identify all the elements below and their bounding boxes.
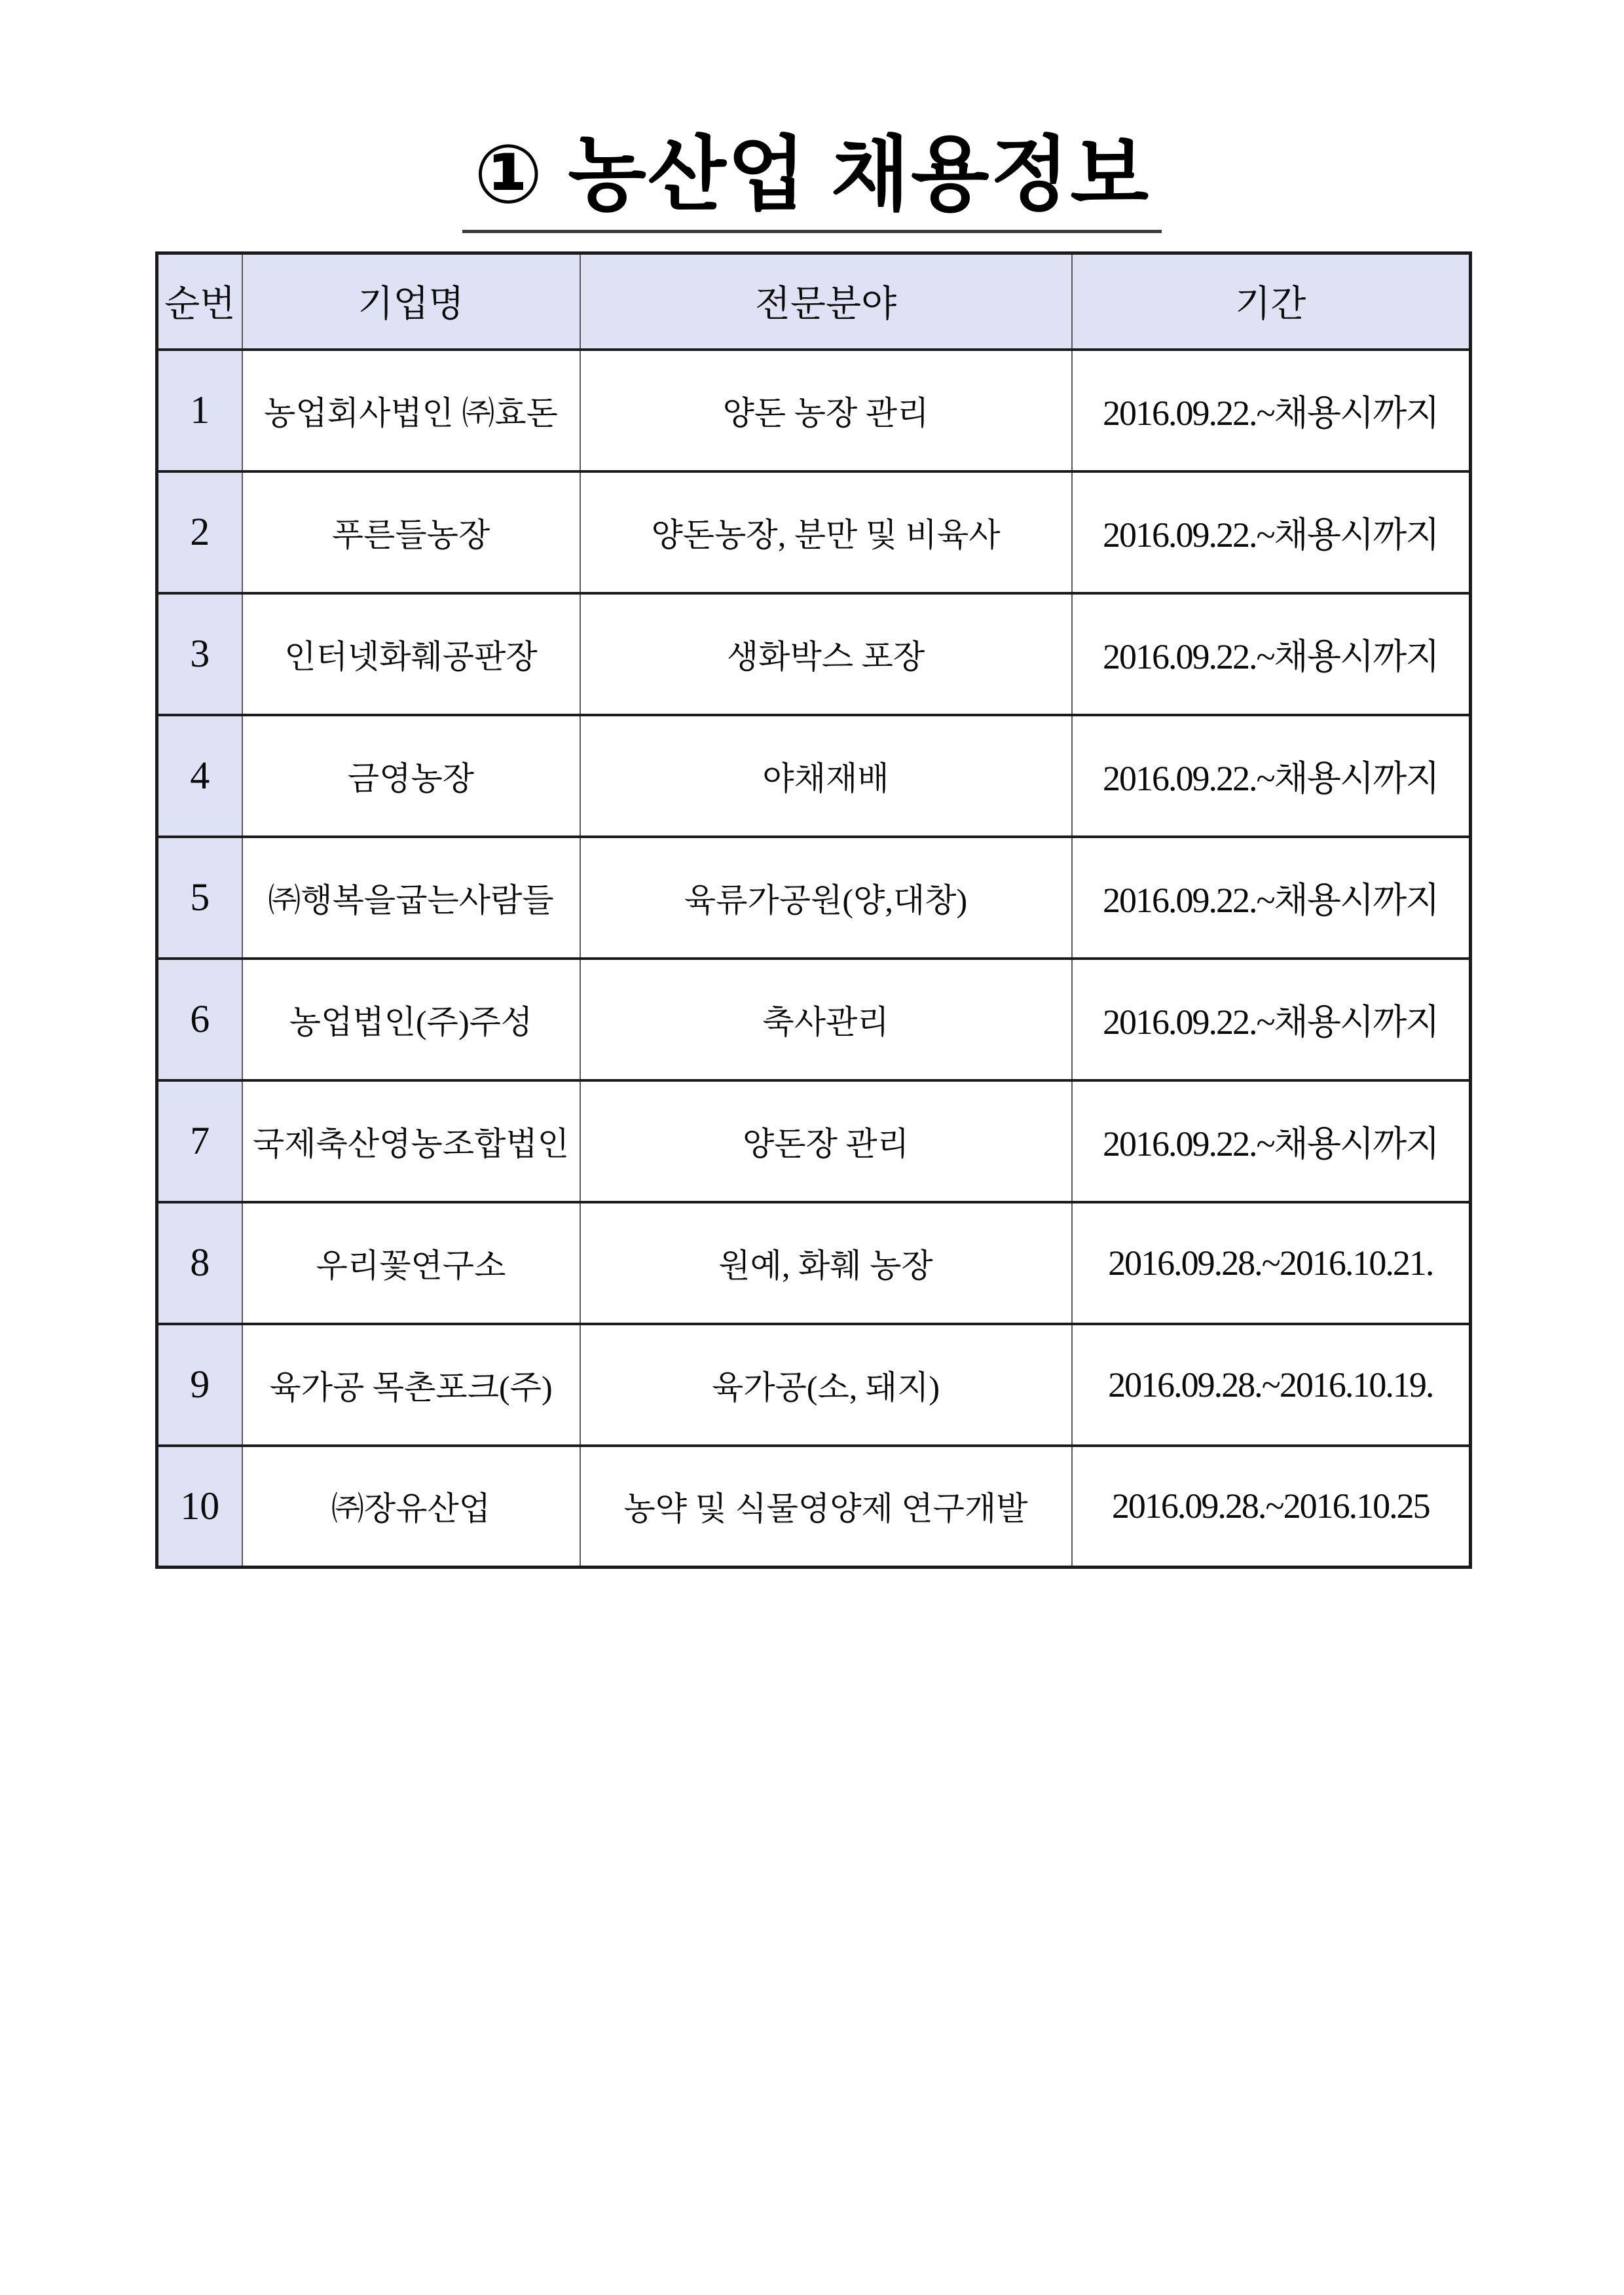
cell-field: 원예, 화훼 농장 xyxy=(580,1202,1072,1324)
page-title-text: ① 농산업 채용정보 xyxy=(462,134,1162,233)
cell-company: 인터넷화훼공판장 xyxy=(242,593,580,715)
header-field: 전문분야 xyxy=(580,253,1072,350)
page-title xyxy=(0,0,1624,233)
header-period: 기간 xyxy=(1072,253,1471,350)
cell-period: 2016.09.22.~채용시까지 xyxy=(1072,715,1471,837)
header-company: 기업명 xyxy=(242,253,580,350)
cell-field: 양돈 농장 관리 xyxy=(580,350,1072,471)
table-row xyxy=(157,1080,1471,1202)
cell-field: 축사관리 xyxy=(580,959,1072,1080)
cell-field: 육가공(소, 돼지) xyxy=(580,1324,1072,1446)
table-row xyxy=(157,1324,1471,1446)
header-seq: 순번 xyxy=(157,253,242,350)
table-row xyxy=(157,471,1471,593)
cell-field: 양돈장 관리 xyxy=(580,1080,1072,1202)
cell-seq: 6 xyxy=(157,959,242,1080)
cell-company: 국제축산영농조합법인 xyxy=(242,1080,580,1202)
cell-company: 우리꽃연구소 xyxy=(242,1202,580,1324)
cell-period: 2016.09.22.~채용시까지 xyxy=(1072,471,1471,593)
cell-seq: 10 xyxy=(157,1446,242,1568)
cell-seq: 7 xyxy=(157,1080,242,1202)
table-row xyxy=(157,837,1471,959)
cell-period: 2016.09.28.~2016.10.19. xyxy=(1072,1324,1471,1446)
cell-company: ㈜행복을굽는사람들 xyxy=(242,837,580,959)
cell-period: 2016.09.22.~채용시까지 xyxy=(1072,350,1471,471)
cell-seq: 8 xyxy=(157,1202,242,1324)
cell-company: 육가공 목촌포크(주) xyxy=(242,1324,580,1446)
cell-field: 농약 및 식물영양제 연구개발 xyxy=(580,1446,1072,1568)
jobs-table xyxy=(155,251,1472,1569)
cell-period: 2016.09.28.~2016.10.21. xyxy=(1072,1202,1471,1324)
cell-seq: 5 xyxy=(157,837,242,959)
cell-company: 금영농장 xyxy=(242,715,580,837)
cell-seq: 3 xyxy=(157,593,242,715)
cell-field: 육류가공원(양,대창) xyxy=(580,837,1072,959)
cell-period: 2016.09.28.~2016.10.25 xyxy=(1072,1446,1471,1568)
cell-period: 2016.09.22.~채용시까지 xyxy=(1072,1080,1471,1202)
cell-period: 2016.09.22.~채용시까지 xyxy=(1072,593,1471,715)
cell-company: 농업법인(주)주성 xyxy=(242,959,580,1080)
cell-seq: 4 xyxy=(157,715,242,837)
cell-period: 2016.09.22.~채용시까지 xyxy=(1072,959,1471,1080)
table-row xyxy=(157,593,1471,715)
cell-field: 양돈농장, 분만 및 비육사 xyxy=(580,471,1072,593)
table-row xyxy=(157,350,1471,471)
table-row xyxy=(157,1446,1471,1568)
cell-period: 2016.09.22.~채용시까지 xyxy=(1072,837,1471,959)
cell-seq: 2 xyxy=(157,471,242,593)
cell-company: 푸른들농장 xyxy=(242,471,580,593)
cell-seq: 1 xyxy=(157,350,242,471)
table-row xyxy=(157,959,1471,1080)
cell-seq: 9 xyxy=(157,1324,242,1446)
cell-field: 생화박스 포장 xyxy=(580,593,1072,715)
table-row xyxy=(157,1202,1471,1324)
cell-company: ㈜장유산업 xyxy=(242,1446,580,1568)
table-header-row xyxy=(157,253,1471,350)
cell-field: 야채재배 xyxy=(580,715,1072,837)
table-row xyxy=(157,715,1471,837)
cell-company: 농업회사법인 ㈜효돈 xyxy=(242,350,580,471)
